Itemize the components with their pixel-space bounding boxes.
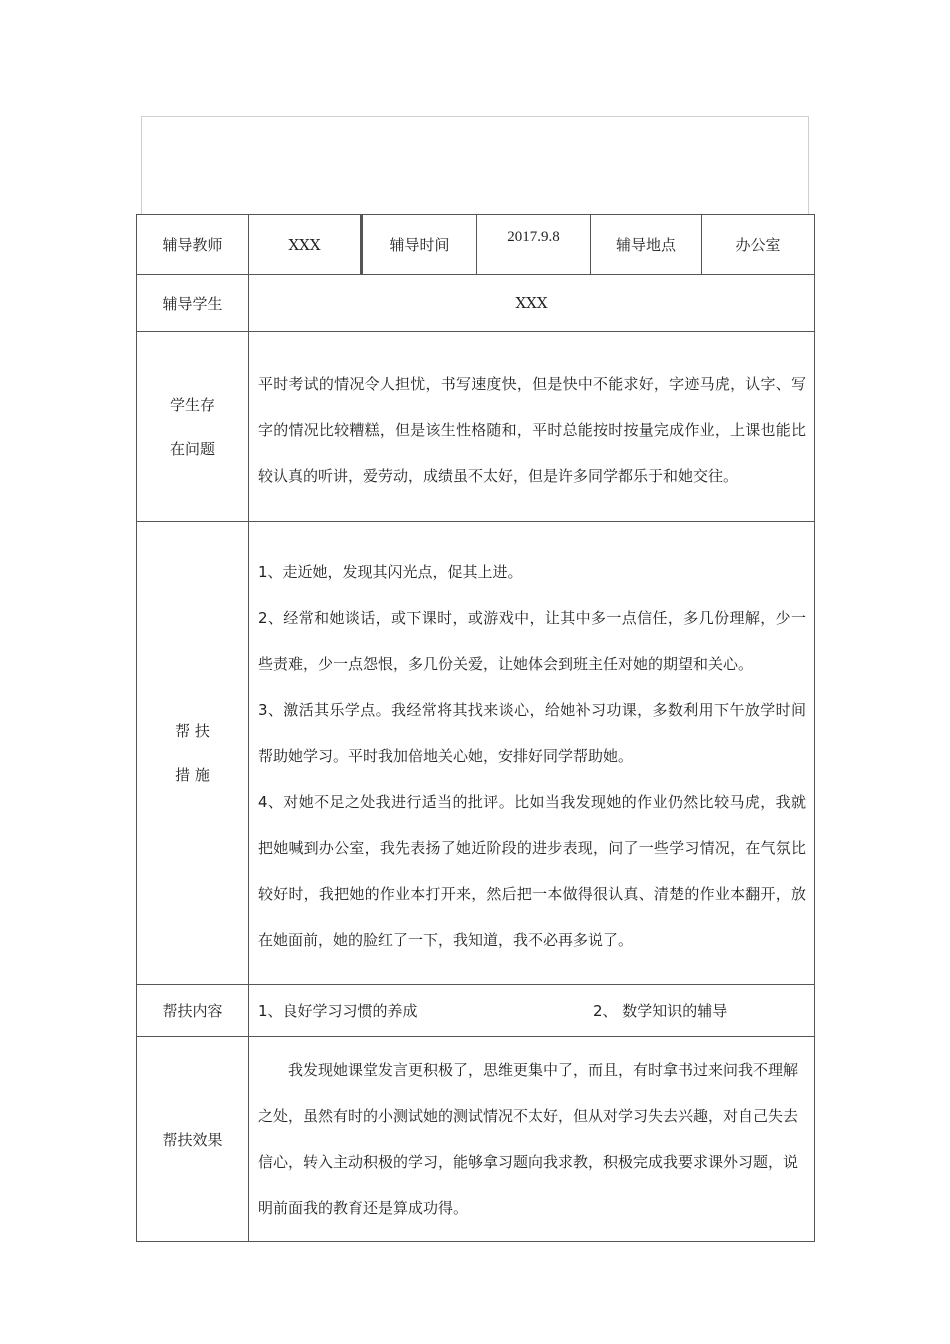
measures-label: [137, 522, 249, 985]
time-value: 2017.9.8: [477, 215, 591, 275]
place-label: 辅导地点: [591, 215, 702, 275]
content-item-2: 2、 数学知识的辅导: [593, 1002, 728, 1020]
measure-item: 2、经常和她谈话，或下课时，或游戏中，让其中多一点信任，多几份理解，少一些责难，少一点怨恨，多几份关爱，让她体会到班主任对她的期望和关心。: [258, 609, 806, 673]
measures-label-line1: 帮 扶: [175, 722, 210, 740]
problems-text: 平时考试的情况令人担忧，书写速度快，但是快中不能求好，字迹马虎，认字、写字的情况比较糟糕，但是该生性格随和，平时总能按时按量完成作业，上课也能比较认真的听讲，爱劳动，成绩虽不太好，但是许多同学都乐于和她交往。: [258, 374, 806, 485]
tutoring-record-table: [136, 214, 815, 1242]
effect-text: 我发现她课堂发言更积极了，思维更集中了，而且，有时拿书过来问我不理解之处，虽然有时的小测试她的测试情况不太好，但从对学习失去兴趣，对自己失去信心，转入主动积极的学习，能够拿习题向我求教，积极完成我要求课外习题，说明前面我的教育还是算成功得。: [258, 1061, 799, 1217]
measure-item: 3、激活其乐学点。我经常将其找来谈心，给她补习功课，多数利用下午放学时间帮助她学习。平时我加倍地关心她，安排好同学帮助她。: [258, 701, 806, 765]
place-value: 办公室: [702, 215, 815, 275]
measure-item: 4、对她不足之处我进行适当的批评。比如当我发现她的作业仍然比较马虎，我就把她喊到办公室，我先表扬了她近阶段的进步表现，问了一些学习情况，在气氛比较好时，我把她的作业本打开来，然后把一本做得很认真、清楚的作业本翻开，放在她面前，她的脸红了一下，我知道，我不必再多说了。: [258, 793, 806, 949]
problems-label-line1: 学生存: [169, 395, 215, 414]
measures-row: [137, 522, 815, 985]
teacher-value: XXX: [249, 215, 362, 275]
problems-text-cell: [249, 332, 815, 522]
student-label: 辅导学生: [137, 275, 249, 332]
measures-text-cell: [249, 522, 815, 985]
effect-text-cell: [249, 1037, 815, 1242]
teacher-label: 辅导教师: [137, 215, 249, 275]
effect-row: [137, 1037, 815, 1242]
student-value: XXX: [249, 275, 815, 332]
problems-label: [137, 332, 249, 522]
problems-row: [137, 332, 815, 522]
content-label: 帮扶内容: [137, 985, 249, 1037]
info-row: [137, 215, 815, 275]
problems-label-line2: 在问题: [169, 439, 215, 458]
time-label: 辅导时间: [362, 215, 477, 275]
effect-label: 帮扶效果: [137, 1037, 249, 1242]
content-cell: [249, 985, 815, 1037]
measure-item: 1、走近她，发现其闪光点，促其上进。: [258, 563, 523, 581]
content-item-1: 1、良好学习习惯的养成: [258, 1002, 418, 1020]
measures-label-line2: 措 施: [175, 766, 210, 784]
content-row: [137, 985, 815, 1037]
header-blank-box: [141, 116, 809, 214]
student-row: [137, 275, 815, 332]
